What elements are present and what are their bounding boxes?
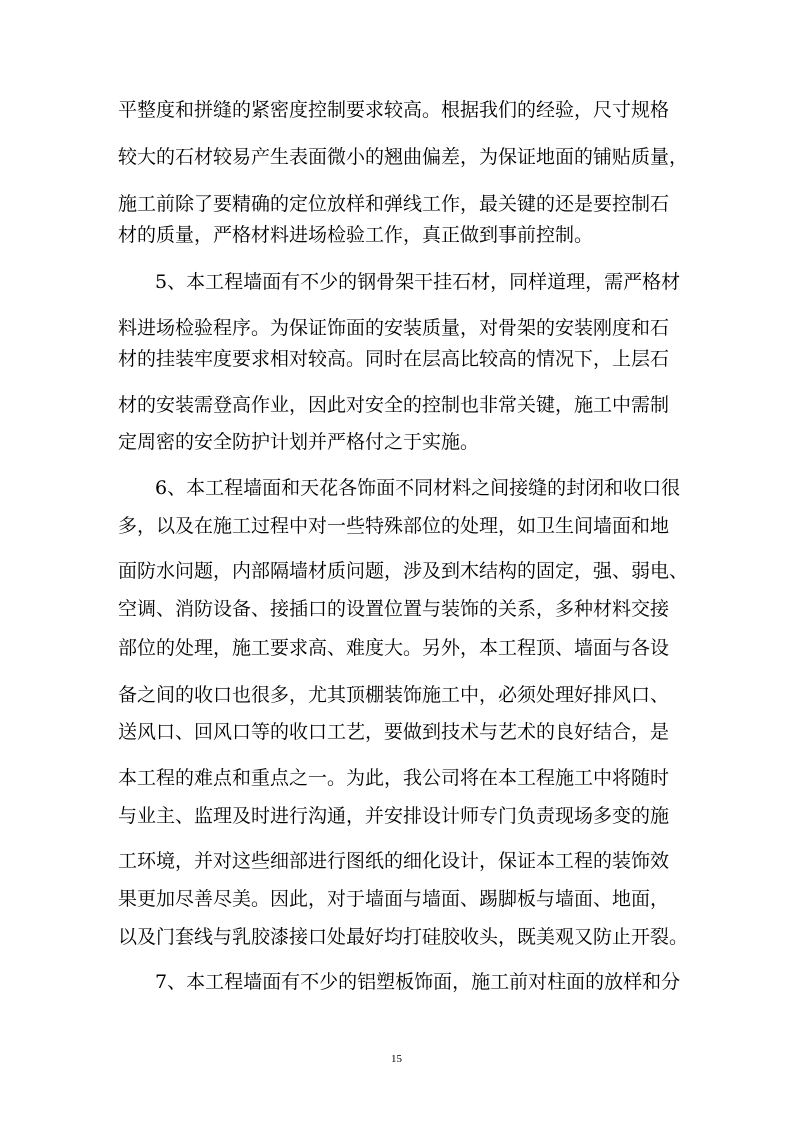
- text-line: 送风口、回风口等的收口工艺，要做到技术与艺术的良好结合，是: [118, 721, 670, 743]
- text-line: 施工前除了要精确的定位放样和弹线工作，最关键的还是要控制石: [118, 193, 670, 215]
- text-line: 材的质量，严格材料进场检验工作，真正做到事前控制。: [118, 224, 594, 246]
- text-line: 工环境，并对这些细部进行图纸的细化设计，保证本工程的装饰效: [118, 850, 670, 872]
- text-line: 平整度和拼缝的紧密度控制要求较高。根据我们的经验，尺寸规格: [118, 99, 670, 121]
- text-line: 定周密的安全防护计划并严格付之于实施。: [118, 431, 480, 453]
- page-number: 15: [391, 1053, 402, 1065]
- paragraph-start-line: 6、本工程墙面和天花各饰面不同材料之间接缝的封闭和收口很: [155, 477, 681, 499]
- text-line: 以及门套线与乳胶漆接口处最好均打硅胶收头，既美观又防止开裂。: [118, 926, 689, 948]
- text-line: 较大的石材较易产生表面微小的翘曲偏差，为保证地面的铺贴质量，: [118, 146, 689, 168]
- text-line: 部位的处理，施工要求高、难度大。另外，本工程顶、墙面与各设: [118, 637, 670, 659]
- text-line: 多，以及在施工过程中对一些特殊部位的处理，如卫生间墙面和地: [118, 515, 670, 537]
- text-line: 材的安装需登高作业，因此对安全的控制也非常关键，施工中需制: [118, 394, 670, 416]
- paragraph-start-line: 5、本工程墙面有不少的钢骨架干挂石材，同样道理，需严格材: [155, 271, 681, 293]
- text-line: 空调、消防设备、接插口的设置位置与装饰的关系，多种材料交接: [118, 598, 670, 620]
- text-line: 果更加尽善尽美。因此，对于墙面与墙面、踢脚板与墙面、地面，: [118, 888, 670, 910]
- paragraph-start-line: 7、本工程墙面有不少的铝塑板饰面，施工前对柱面的放样和分: [155, 971, 681, 993]
- text-line: 本工程的难点和重点之一。为此，我公司将在本工程施工中将随时: [118, 767, 670, 789]
- text-line: 与业主、监理及时进行沟通，并安排设计师专门负责现场多变的施: [118, 805, 670, 827]
- text-line: 料进场检验程序。为保证饰面的安装质量，对骨架的安装刚度和石: [118, 317, 670, 339]
- text-line: 备之间的收口也很多，尤其顶棚装饰施工中，必须处理好排风口、: [118, 684, 670, 706]
- text-line: 材的挂装牢度要求相对较高。同时在层高比较高的情况下，上层石: [118, 348, 670, 370]
- text-line: 面防水问题，内部隔墙材质问题，涉及到木结构的固定，强、弱电、: [118, 560, 689, 582]
